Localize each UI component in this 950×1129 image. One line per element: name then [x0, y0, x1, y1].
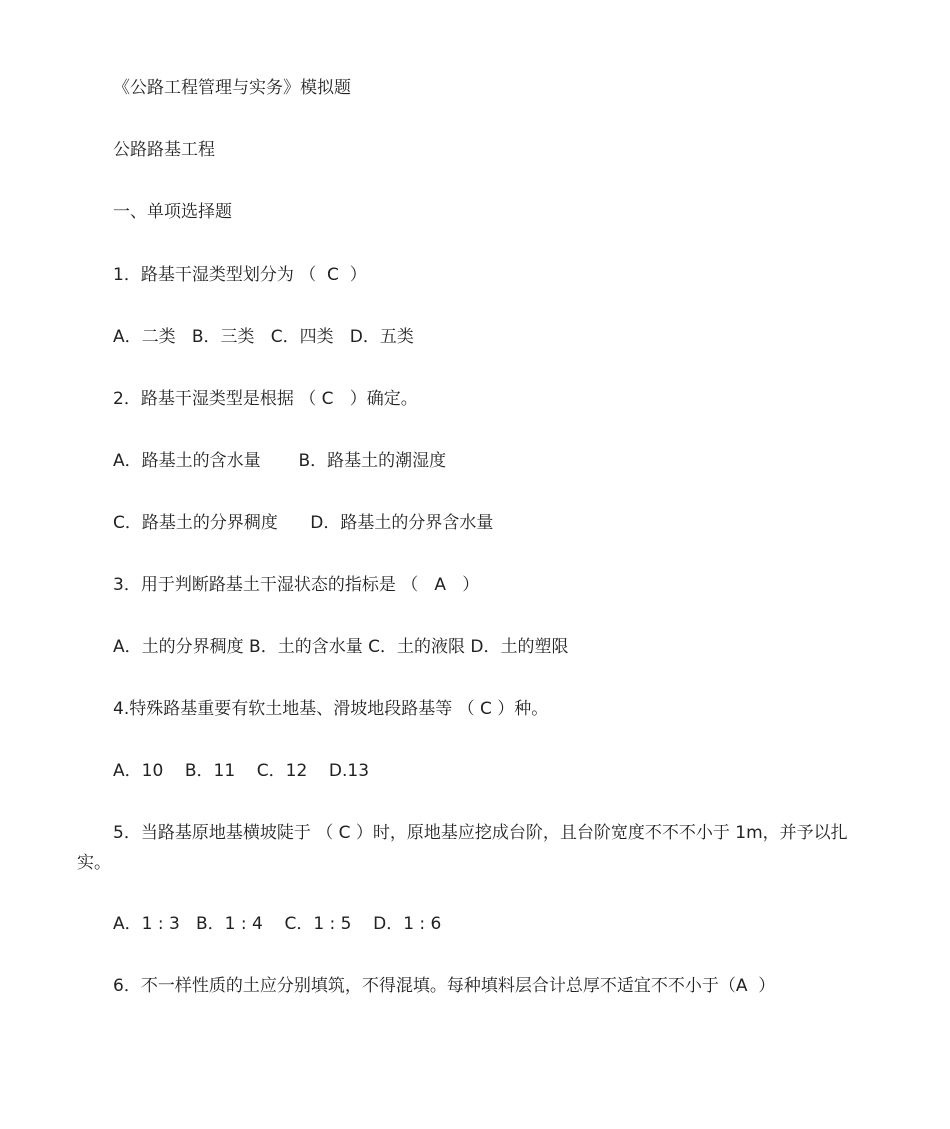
question-5: 5．当路基原地基横坡陡于 （ C ）时，原地基应挖成台阶，且台阶宽度不不不小于 1m，并予以扎实。 — [77, 823, 848, 873]
question-4: 4.特殊路基重要有软土地基、滑坡地段路基等 （ C ）种。 — [113, 699, 549, 719]
section-heading: 公路路基工程 — [113, 140, 215, 160]
question-2-options-cd: C．路基土的分界稠度 D．路基土的分界含水量 — [113, 513, 494, 533]
question-2-options-ab: A．路基土的含水量 B．路基土的潮湿度 — [113, 451, 447, 471]
document-title: 《公路工程管理与实务》模拟题 — [113, 78, 351, 98]
question-3: 3．用于判断路基土干湿状态的指标是 （ A ） — [113, 575, 480, 595]
question-1: 1．路基干湿类型划分为 （ C ） — [113, 265, 367, 285]
question-2: 2．路基干湿类型是根据 （ C ）确定。 — [113, 389, 418, 409]
question-3-options: A．土的分界稠度 B．土的含水量 C．土的液限 D．土的塑限 — [113, 637, 569, 657]
question-4-options: A．10 B．11 C．12 D.13 — [113, 761, 370, 781]
question-6: 6．不一样性质的土应分别填筑，不得混填。每种填料层合计总厚不适宜不不小于（A ） — [113, 976, 776, 996]
subsection-heading: 一、单项选择题 — [113, 202, 232, 222]
question-5-options: A．1 : 3 B．1 : 4 C．1 : 5 D．1 : 6 — [113, 914, 442, 934]
question-1-options: A．二类 B．三类 C．四类 D．五类 — [113, 327, 414, 347]
